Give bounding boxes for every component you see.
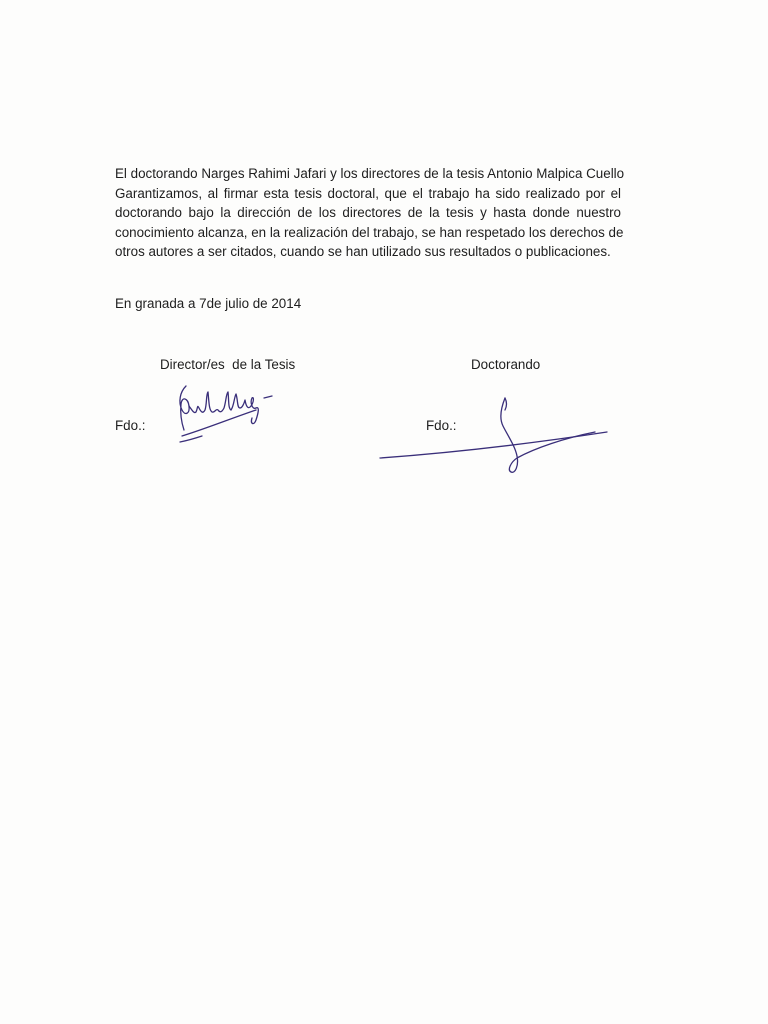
fdo-director-label: Fdo.:: [115, 418, 146, 433]
declaration-paragraph: [115, 164, 625, 262]
doctorando-heading: Doctorando: [471, 357, 541, 372]
doctorando-signature: [375, 392, 615, 482]
declaration-line: Garantizamos, al firmar esta tesis doctoral, que el trabajo ha sido realizado por el: [115, 185, 621, 201]
declaration-line: otros autores a ser citados, cuando se han utilizado sus resultados o publicaciones.: [115, 244, 611, 260]
declaration-line: doctorando bajo la dirección de los directores de la tesis y hasta donde nuestro: [115, 205, 621, 221]
fdo-doctorando-label: Fdo.:: [426, 418, 457, 433]
place-date: En granada a 7de julio de 2014: [115, 296, 302, 311]
declaration-line: El doctorando Narges Rahimi Jafari y los directores de la tesis Antonio Malpica Cuello: [115, 166, 625, 181]
director-signature: [172, 380, 282, 450]
declaration-line: conocimiento alcanza, en la realización del trabajo, se han respetado los derechos de: [115, 224, 624, 240]
director-heading: Director/es de la Tesis: [160, 357, 296, 372]
